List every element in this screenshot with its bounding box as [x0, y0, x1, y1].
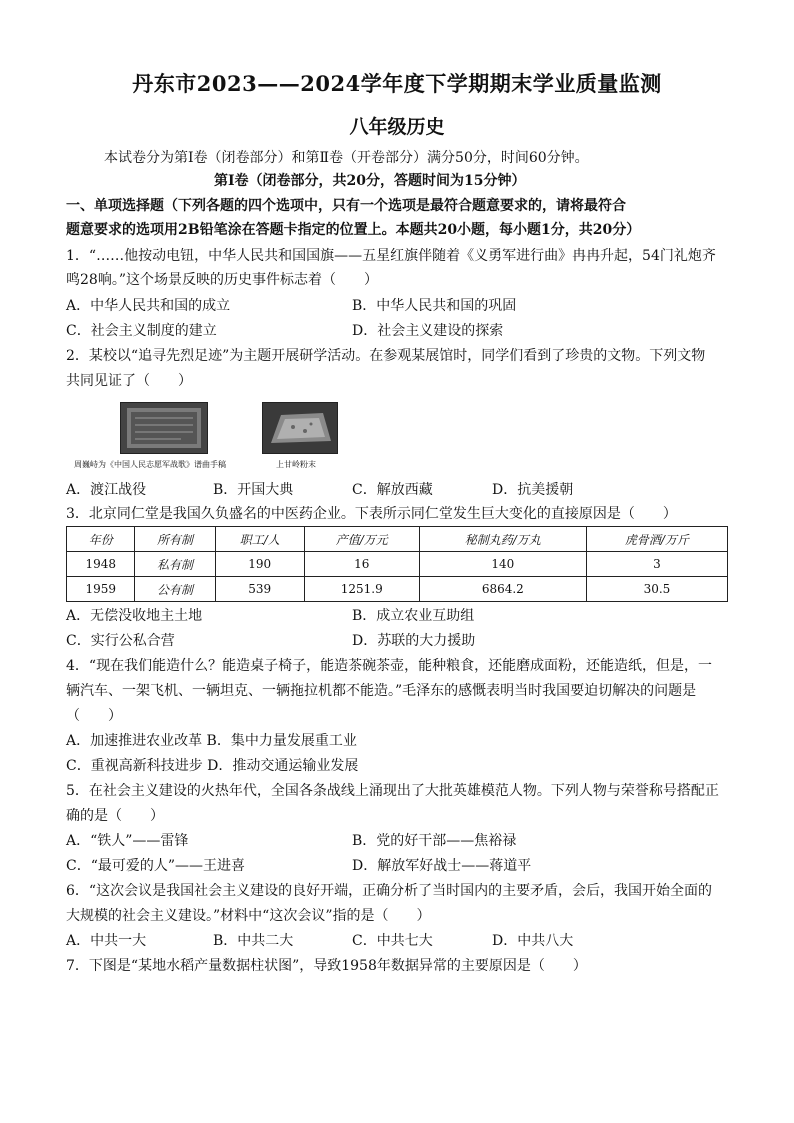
table-row: [67, 577, 728, 602]
part-title-line1: 一、单项选择题（下列各题的四个选项中，只有一个选项是最符合题意要求的，请将最符合: [66, 198, 626, 214]
tongrentang-table: [66, 526, 728, 602]
q3-option-a: A．无偿没收地主土地: [66, 608, 203, 624]
soil-relic-photo: [262, 402, 338, 454]
table-header: 所有制: [135, 527, 215, 552]
part-title-line2: 题意要求的选项用2B铅笔涂在答题卡指定的位置上。本题共20小题，每小题1分，共20分）: [66, 222, 641, 238]
q4-stem-line3: （ ）: [66, 708, 122, 724]
table-cell: 140: [419, 552, 586, 577]
manuscript-caption: 周巍峙为《中国人民志愿军战歌》谱曲手稿: [74, 460, 226, 469]
table-cell: 6864.2: [419, 577, 586, 602]
q1-option-d: D．社会主义建设的探索: [352, 323, 504, 339]
q3-option-b: B．成立农业互助组: [352, 608, 475, 624]
q3-option-d: D．苏联的大力援助: [352, 633, 476, 649]
q5-stem-line2: 确的是（ ）: [66, 808, 164, 824]
table-header: 虎骨酒/万斤: [586, 527, 727, 552]
q2-stem-line1: 2．某校以“追寻先烈足迹”为主题开展研学活动。在参观某展馆时，同学们看到了珍贵的文物。下列文物: [66, 348, 706, 364]
q6-option-c: C．中共七大: [352, 933, 433, 949]
table-header: 年份: [67, 527, 135, 552]
q2-option-a: A．渡江战役: [66, 482, 147, 498]
q4-options-ab: A．加速推进农业改革 B．集中力量发展重工业: [66, 733, 357, 749]
exam-intro: 本试卷分为第Ⅰ卷（闭卷部分）和第Ⅱ卷（开卷部分）满分50分，时间60分钟。: [104, 150, 589, 166]
table-cell: 1251.9: [304, 577, 419, 602]
q4-stem-line1: 4．“现在我们能造什么？能造桌子椅子，能造茶碗茶壶，能种粮食，还能磨成面粉，还能造纸，但是，一: [66, 658, 713, 674]
q4-stem-line2: 辆汽车、一架飞机、一辆坦克、一辆拖拉机都不能造。”毛泽东的感慨表明当时我国要迫切解决的问题是: [66, 683, 697, 699]
table-header: 产值/万元: [304, 527, 419, 552]
section-title: 第Ⅰ卷（闭卷部分，共20分，答题时间为15分钟）: [214, 173, 526, 189]
q5-option-b: B．党的好干部——焦裕禄: [352, 833, 517, 849]
q3-stem: 3．北京同仁堂是我国久负盛名的中医药企业。下表所示同仁堂发生巨大变化的直接原因是（ ）: [66, 506, 677, 522]
q1-stem-line2: 鸣28响。”这个场景反映的历史事件标志着（ ）: [66, 272, 378, 288]
q4-options-cd: C．重视高新科技进步 D．推动交通运输业发展: [66, 758, 359, 774]
table-cell: 190: [215, 552, 304, 577]
q6-stem-line2: 大规模的社会主义建设。”材料中“这次会议”指的是（ ）: [66, 908, 431, 924]
q1-stem-line1: 1．“……他按动电钮，中华人民共和国国旗——五星红旗伴随着《义勇军进行曲》冉冉升起，54门礼炮齐: [66, 248, 716, 264]
q1-option-c: C．社会主义制度的建立: [66, 323, 217, 339]
q5-option-c: C．“最可爱的人”——王进喜: [66, 858, 246, 874]
q6-option-b: B．中共二大: [213, 933, 294, 949]
q2-option-c: C．解放西藏: [352, 482, 433, 498]
q2-stem-line2: 共同见证了（ ）: [66, 373, 192, 389]
table-cell: 私有制: [135, 552, 215, 577]
q3-option-c: C．实行公私合营: [66, 633, 175, 649]
q6-option-d: D．中共八大: [492, 933, 574, 949]
table-cell: 3: [586, 552, 727, 577]
manuscript-photo: [120, 402, 208, 454]
table-cell: 30.5: [586, 577, 727, 602]
table-cell: 1948: [67, 552, 135, 577]
table-header: 秘制丸药/万丸: [419, 527, 586, 552]
page-subtitle: 八年级历史: [349, 116, 445, 138]
soil-relic-caption: 上甘岭粉末: [276, 460, 316, 469]
q6-stem-line1: 6．“这次会议是我国社会主义建设的良好开端，正确分析了当时国内的主要矛盾，会后，我国开始全面的: [66, 883, 713, 899]
table-row: [67, 552, 728, 577]
table-cell: 16: [304, 552, 419, 577]
q6-option-a: A．中共一大: [66, 933, 147, 949]
table-header-row: [67, 527, 728, 552]
q2-option-d: D．抗美援朝: [492, 482, 574, 498]
q2-option-b: B．开国大典: [213, 482, 294, 498]
page-title: 丹东市2023——2024学年度下学期期末学业质量监测: [132, 71, 662, 96]
q5-option-d: D．解放军好战士——蒋道平: [352, 858, 532, 874]
table-cell: 公有制: [135, 577, 215, 602]
q5-option-a: A．“铁人”——雷锋: [66, 833, 189, 849]
q1-option-b: B．中华人民共和国的巩固: [352, 298, 517, 314]
table-header: 职工/人: [215, 527, 304, 552]
q5-stem-line1: 5．在社会主义建设的火热年代，全国各条战线上涌现出了大批英雄模范人物。下列人物与荣誉称号搭配正: [66, 783, 719, 799]
q7-stem: 7．下图是“某地水稻产量数据柱状图”，导致1958年数据异常的主要原因是（ ）: [66, 958, 587, 974]
table-cell: 539: [215, 577, 304, 602]
table-cell: 1959: [67, 577, 135, 602]
q1-option-a: A．中华人民共和国的成立: [66, 298, 231, 314]
